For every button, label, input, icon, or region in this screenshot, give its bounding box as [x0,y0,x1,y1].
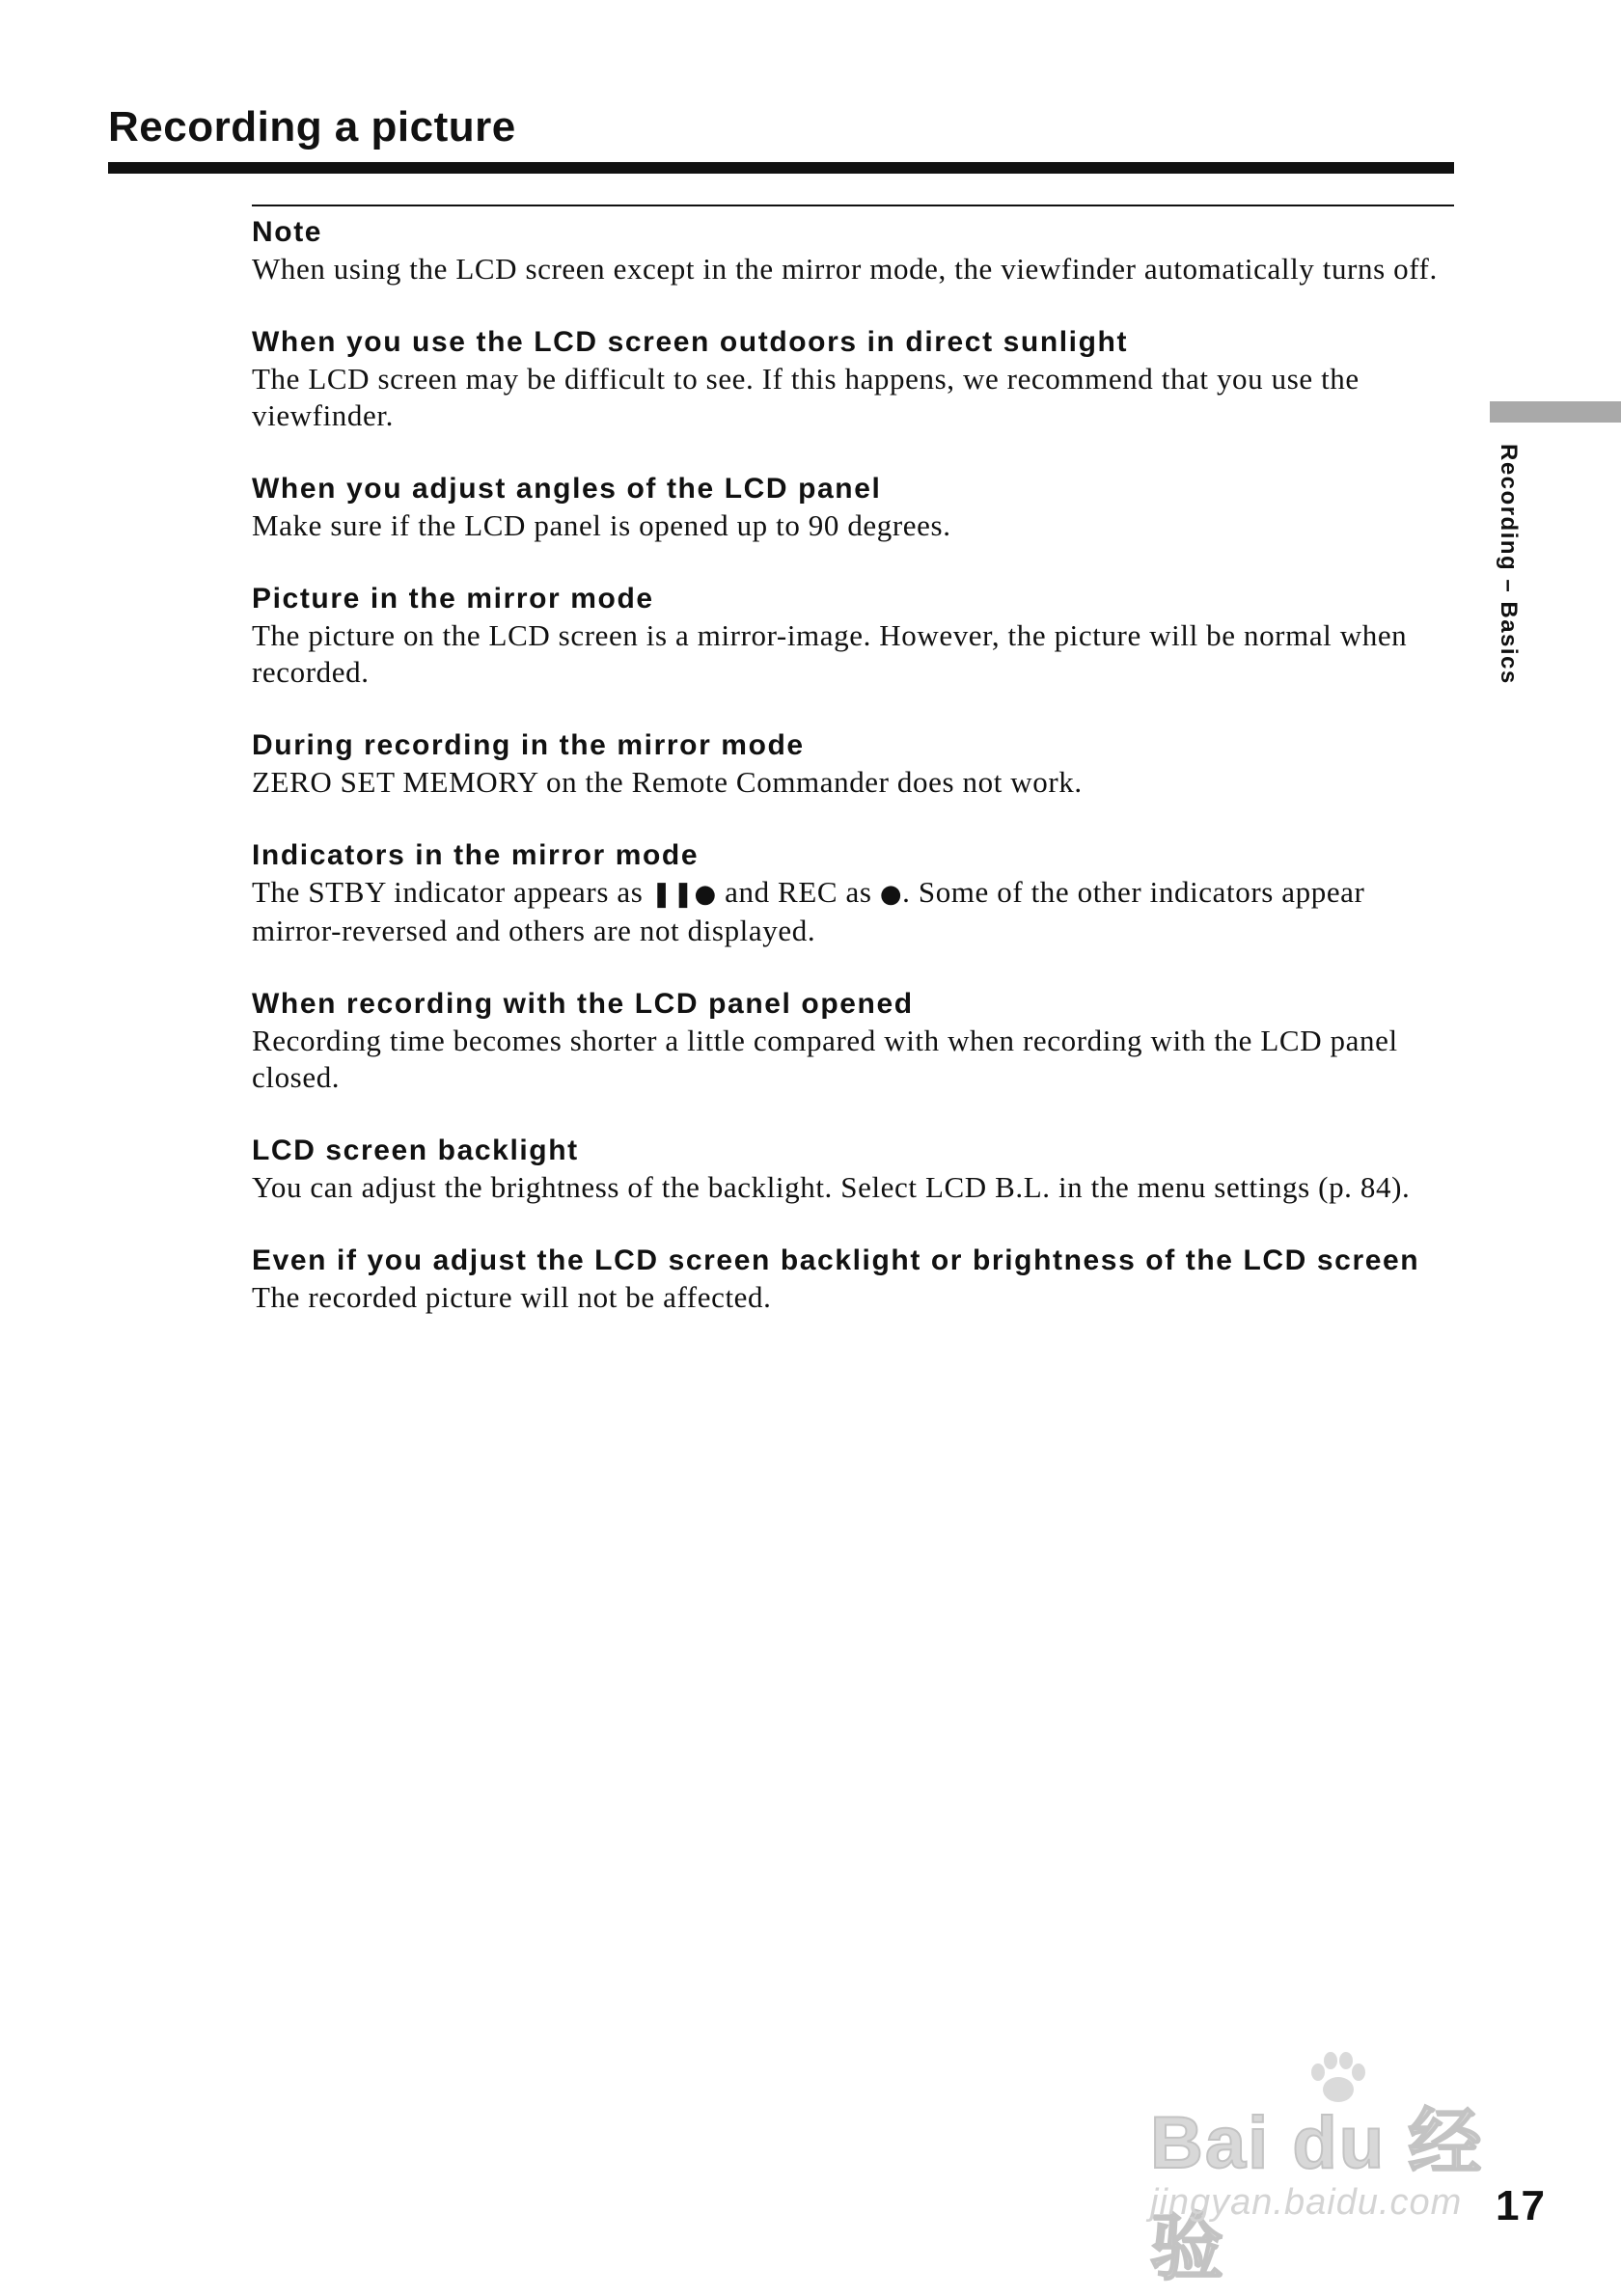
section-body: When using the LCD screen except in the mirror mode, the viewfinder automatically turns off. [252,252,1438,286]
section-heading: When you use the LCD screen outdoors in direct sunlight [252,326,1129,358]
title-rule [108,162,1454,174]
stby-indicator-icon: ❚❚● [650,880,717,909]
section-body: The LCD screen may be difficult to see. If this happens, we recommend that you use the viewfinder. [252,362,1360,432]
rec-indicator-icon: ● [879,880,903,909]
page-header [108,100,1454,154]
section-mirror-indicators [252,837,1454,949]
content-area [252,205,1454,1353]
section-note [252,214,1454,287]
section-angles [252,471,1454,544]
side-tab [1490,401,1621,423]
section-heading: LCD screen backlight [252,1134,579,1166]
side-tab-label: Recording – Basics [1496,444,1522,685]
section-body: Make sure if the LCD panel is opened up to 90 degrees. [252,508,951,542]
section-brightness [252,1243,1454,1316]
section-panel-opened [252,986,1454,1096]
section-heading: When recording with the LCD panel opened [252,988,914,1020]
baidu-watermark [1150,2045,1497,2289]
watermark-url: jingyan.baidu.com [1150,2182,1463,2223]
section-body [252,874,1454,949]
watermark-logo: Bai du 经验 [1150,2102,1484,2289]
section-heading: Picture in the mirror mode [252,583,654,615]
page-title: Recording a picture [108,103,516,150]
section-body: You can adjust the brightness of the backlight. Select LCD B.L. in the menu settings (p. 84). [252,1170,1411,1204]
section-outdoors [252,324,1454,434]
section-mirror-picture [252,581,1454,691]
page-number: 17 [1496,2182,1547,2229]
section-body: The picture on the LCD screen is a mirror-image. However, the picture will be normal when recorded. [252,618,1408,689]
section-backlight [252,1133,1454,1206]
section-heading: When you adjust angles of the LCD panel [252,473,882,505]
section-mirror-recording [252,727,1454,801]
section-heading: Even if you adjust the LCD screen backlight or brightness of the LCD screen [252,1244,1420,1276]
section-body: Recording time becomes shorter a little compared with when recording with the LCD panel closed. [252,1024,1398,1094]
section-body: The recorded picture will not be affected. [252,1280,772,1314]
section-body: ZERO SET MEMORY on the Remote Commander does not work. [252,765,1083,799]
section-heading: During recording in the mirror mode [252,729,805,761]
section-heading: Indicators in the mirror mode [252,839,700,871]
body-text: . Some of the other indicators appear mirror-reversed and others are not displayed. [252,875,1365,947]
body-text: and REC as [716,875,880,909]
content-rule [252,205,1454,206]
body-text: The STBY indicator appears as [252,875,651,909]
section-heading: Note [252,216,323,248]
